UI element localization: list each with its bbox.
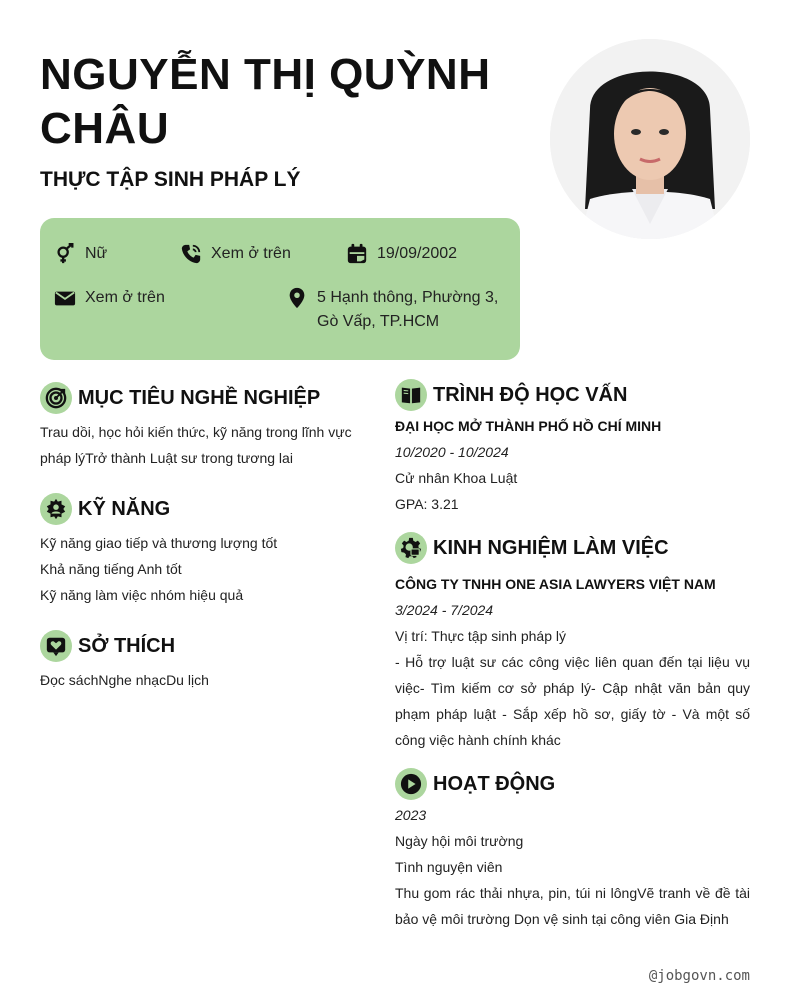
activity-event: Ngày hội môi trường xyxy=(395,833,524,849)
skill-item: Kỹ năng giao tiếp và thương lượng tốt xyxy=(40,535,278,551)
email-icon xyxy=(54,287,76,309)
experience-period: 3/2024 - 7/2024 xyxy=(395,602,494,618)
hobbies-heading: SỞ THÍCH xyxy=(40,630,175,662)
play-icon xyxy=(395,768,427,800)
contact-email xyxy=(54,286,165,310)
profile-photo xyxy=(550,39,750,239)
portrait-illustration xyxy=(550,39,750,239)
objective-text: Trau dồi, học hỏi kiến thức, kỹ năng trong lĩnh vực pháp lýTrở thành Luật sư trong tương lai xyxy=(40,424,352,466)
gender-icon xyxy=(54,243,76,265)
contact-box xyxy=(40,218,520,360)
job-title: THỰC TẬP SINH PHÁP LÝ xyxy=(40,168,301,191)
experience-block xyxy=(395,571,750,753)
company-name: CÔNG TY TNHH ONE ASIA LAWYERS VIỆT NAM xyxy=(395,576,716,592)
location-pin-icon xyxy=(286,287,308,309)
degree: Cử nhân Khoa Luật xyxy=(395,470,518,486)
calendar-icon xyxy=(346,243,368,265)
position: Vị trí: Thực tập sinh pháp lý xyxy=(395,628,566,644)
gear-briefcase-icon xyxy=(395,532,427,564)
book-icon xyxy=(395,379,427,411)
education-block xyxy=(395,413,750,517)
activity-description: Thu gom rác thải nhựa, pin, túi ni lôngVẽ tranh về đề tài bảo vệ môi trường Dọn vệ sinh tại công viên Gia Định xyxy=(395,885,750,927)
education-heading: TRÌNH ĐỘ HỌC VẤN xyxy=(395,379,627,411)
skills-heading: KỸ NĂNG xyxy=(40,493,170,525)
skills-icon xyxy=(40,493,72,525)
experience-description: - Hỗ trợ luật sư các công việc liên quan đến tại liệu vụ việc- Tìm kiếm cơ sở pháp lý- Cập nhật văn bản quy phạm pháp luật - Sắp xếp hồ sơ, giấy tờ - Và một số công việc hành chính khác xyxy=(395,654,750,748)
skills-list xyxy=(40,530,370,608)
heart-icon xyxy=(40,630,72,662)
email-value: Xem ở trên xyxy=(85,289,165,306)
dob-value: 19/09/2002 xyxy=(377,245,458,262)
phone-value: Xem ở trên xyxy=(211,245,291,262)
gpa: GPA: 3.21 xyxy=(395,496,459,512)
experience-heading: KINH NGHIỆM LÀM VIỆC xyxy=(395,532,669,564)
phone-icon xyxy=(180,243,202,265)
contact-gender xyxy=(54,242,107,266)
contact-phone xyxy=(180,242,291,266)
contact-dob xyxy=(346,242,457,266)
school-name: ĐẠI HỌC MỞ THÀNH PHỐ HỒ CHÍ MINH xyxy=(395,418,662,434)
activity-year: 2023 xyxy=(395,807,427,823)
skill-item: Khả năng tiếng Anh tốt xyxy=(40,561,182,577)
target-icon xyxy=(40,382,72,414)
gender-value: Nữ xyxy=(85,245,108,262)
activities-block xyxy=(395,802,750,932)
address-value: 5 Hạnh thông, Phường 3, Gò Vấp, TP.HCM xyxy=(317,289,499,330)
candidate-name: NGUYỄN THỊ QUỲNH CHÂU xyxy=(40,50,491,153)
activity-role: Tình nguyện viên xyxy=(395,859,503,875)
contact-address xyxy=(286,286,506,334)
hobbies-text: Đọc sáchNghe nhạcDu lịch xyxy=(40,672,209,688)
education-period: 10/2020 - 10/2024 xyxy=(395,444,509,460)
objective-heading: MỤC TIÊU NGHỀ NGHIỆP xyxy=(40,382,320,414)
activities-heading: HOẠT ĐỘNG xyxy=(395,768,555,800)
skill-item: Kỹ năng làm việc nhóm hiệu quả xyxy=(40,587,244,603)
watermark: @jobgovn.com xyxy=(648,968,750,984)
